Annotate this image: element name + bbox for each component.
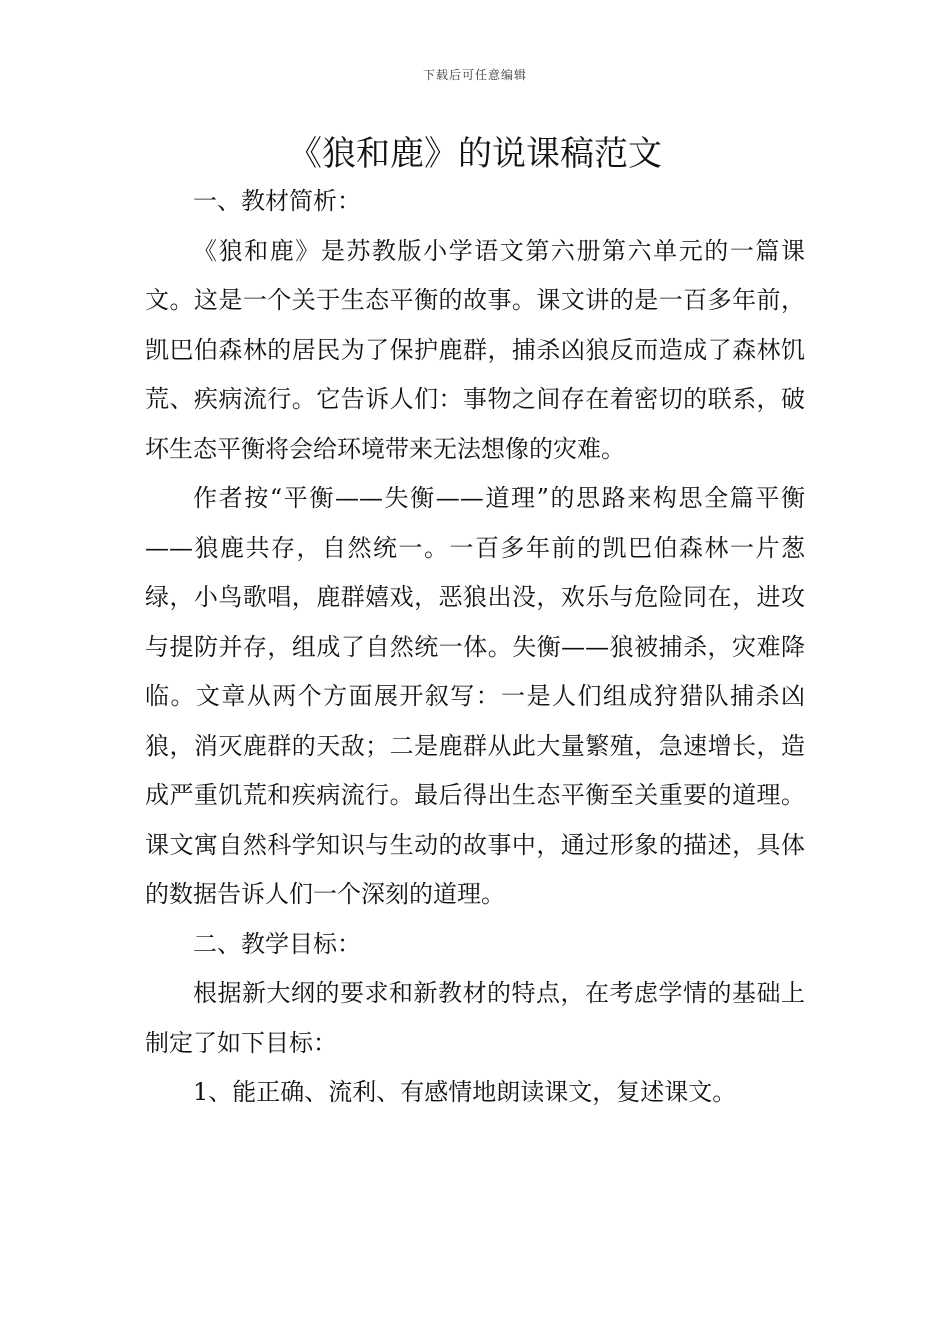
- document-body: [145, 177, 805, 1118]
- page-header-note: 下载后可任意编辑: [422, 68, 527, 82]
- paragraph: 根据新大纲的要求和新教材的特点，在考虑学情的基础上制定了如下目标：: [145, 979, 805, 1057]
- paragraph: 1、能正确、流利、有感情地朗读课文，复述课文。: [193, 1078, 737, 1106]
- paragraph: 作者按“平衡——失衡——道理”的思路来构思全篇平衡——狼鹿共存，自然统一。一百多年前的凯巴伯森林一片葱绿，小鸟歌唱，鹿群嬉戏，恶狼出没，欢乐与危险同在，进攻与提防并存，组成了自然统一体。失衡——狼被捕杀，灾难降临。文章从两个方面展开叙写：一是人们组成狩猎队捕杀凶狼，消灭鹿群的天敌；二是鹿群从此大量繁殖，急速增长，造成严重饥荒和疾病流行。最后得出生态平衡至关重要的道理。课文寓自然科学知识与生动的故事中，通过形象的描述，具体的数据告诉人们一个深刻的道理。: [145, 484, 805, 908]
- document-title: 《狼和鹿》的说课稿范文: [288, 134, 662, 174]
- paragraph: 《狼和鹿》是苏教版小学语文第六册第六单元的一篇课文。这是一个关于生态平衡的故事。课文讲的是一百多年前，凯巴伯森林的居民为了保护鹿群，捕杀凶狼反而造成了森林饥荒、疾病流行。它告诉人们：事物之间存在着密切的联系，破坏生态平衡将会给环境带来无法想像的灾难。: [145, 236, 805, 463]
- section-heading-objectives: 二、教学目标：: [193, 929, 361, 958]
- section-heading-materials: 一、教材简析：: [193, 187, 361, 215]
